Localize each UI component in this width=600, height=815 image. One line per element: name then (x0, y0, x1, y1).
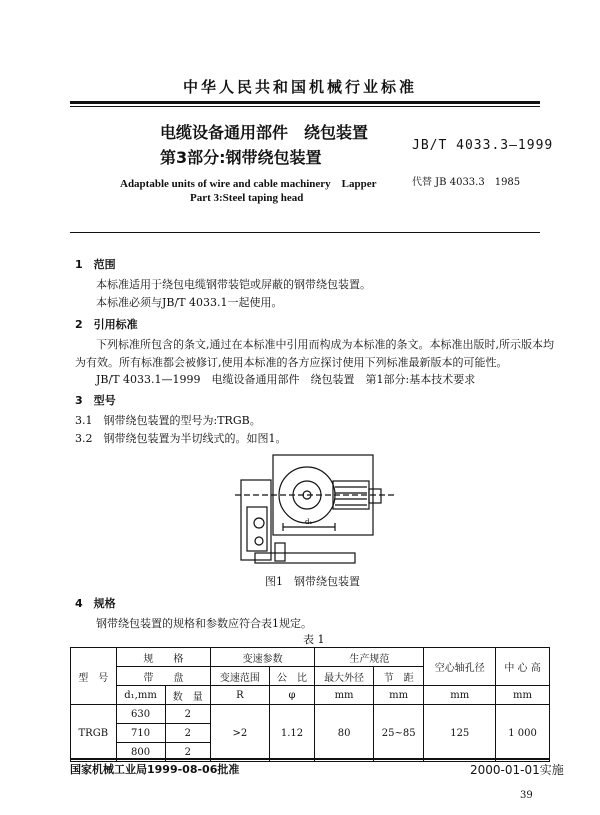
doc-title-line1: 电缆设备通用部件 绕包装置 (160, 123, 369, 142)
cell-range: >2 (211, 705, 270, 762)
th-pitch: 节 距 (373, 667, 424, 686)
spec-table (70, 647, 550, 762)
cell-model: TRGB (71, 705, 117, 762)
doc-title-line2: 第3部分:钢带绕包装置 (160, 148, 322, 167)
th-unit-pitch: mm (373, 686, 424, 705)
section-3-title: 3 型号 (75, 394, 116, 407)
section-2-reference: JB/T 4033.1—1999 电缆设备通用部件 绕包装置 第1部分:基本技术要求 (96, 373, 476, 386)
th-production: 生产规范 (315, 648, 424, 667)
org-title: 中华人民共和国机械行业标准 (182, 78, 417, 96)
section-1-para-1: 本标准适用于绕包电缆钢带装铠或屏蔽的钢带绕包装置。 (96, 278, 371, 291)
cell-d1-b: 710 (116, 724, 165, 743)
figure-1-caption: 图1 钢带绕包装置 (265, 575, 360, 588)
section-1-para-2: 本标准必须与JB/T 4033.1一起使用。 (96, 296, 283, 309)
cell-d1-c: 800 (116, 743, 165, 762)
section-2-para-line2: 为有效。所有标准都会被修订,使用本标准的各方应探讨使用下列标准最新版本的可能性。 (75, 356, 508, 369)
standard-number: JB/T 4033.3—1999 (412, 138, 554, 153)
th-unit-bore: mm (424, 686, 496, 705)
cell-ratio: 1.12 (269, 705, 315, 762)
th-speed: 变速参数 (211, 648, 315, 667)
section-4-title: 4 规格 (75, 597, 116, 610)
fig-label-d1: d₁ (305, 518, 313, 526)
section-2-para-line1: 下列标准所包含的条文,通过在本标准中引用而构成为本标准的条文。本标准出版时,所示版本均 (96, 338, 554, 351)
figure-1-drawing (235, 445, 395, 570)
cell-maxod: 80 (315, 705, 374, 762)
th-bore: 空心轴孔径 (424, 648, 496, 686)
footer-rule (70, 758, 550, 760)
th-ratio: 公 比 (269, 667, 315, 686)
top-rule-thin (70, 106, 540, 107)
section-4-para: 钢带绕包装置的规格和参数应符合表1规定。 (96, 617, 312, 630)
effective-date: 2000-01-01实施 (470, 763, 564, 777)
th-center-height: 中 心 高 (496, 648, 550, 686)
replaces-note: 代替 JB 4033.3 1985 (412, 177, 521, 188)
th-model: 型 号 (71, 648, 117, 705)
section-3-2: 3.2 钢带绕包装置为半切线式的。如图1。 (75, 432, 287, 445)
cell-pitch: 25~85 (373, 705, 424, 762)
cell-bore: 125 (424, 705, 496, 762)
top-rule (70, 101, 540, 104)
cell-d1-a: 630 (116, 705, 165, 724)
th-quantity: 数 量 (165, 686, 211, 705)
th-R: R (211, 686, 270, 705)
title-divider (70, 232, 540, 233)
th-unit-maxod: mm (315, 686, 374, 705)
page-number: 39 (520, 790, 533, 801)
cell-qty-a: 2 (165, 705, 211, 724)
cell-qty-c: 2 (165, 743, 211, 762)
table-caption: 表 1 (303, 633, 325, 646)
th-max-od: 最大外径 (315, 667, 374, 686)
cell-qty-b: 2 (165, 724, 211, 743)
section-2-title: 2 引用标准 (75, 318, 138, 331)
approval-date: 国家机械工业局1999-08-06批准 (70, 763, 240, 776)
th-tape-disc: 带 盘 (116, 667, 211, 686)
th-spec: 规 格 (116, 648, 211, 667)
english-title-line2: Part 3:Steel taping head (190, 192, 304, 204)
th-d1: d₁,mm (116, 686, 165, 705)
th-unit-center: mm (496, 686, 550, 705)
th-speed-range: 变速范围 (211, 667, 270, 686)
english-title-line1: Adaptable units of wire and cable machinery Lapper (120, 178, 377, 190)
cell-center: 1 000 (496, 705, 550, 762)
section-1-title: 1 范围 (75, 258, 116, 271)
th-phi: φ (269, 686, 315, 705)
section-3-1: 3.1 钢带绕包装置的型号为:TRGB。 (75, 414, 261, 427)
